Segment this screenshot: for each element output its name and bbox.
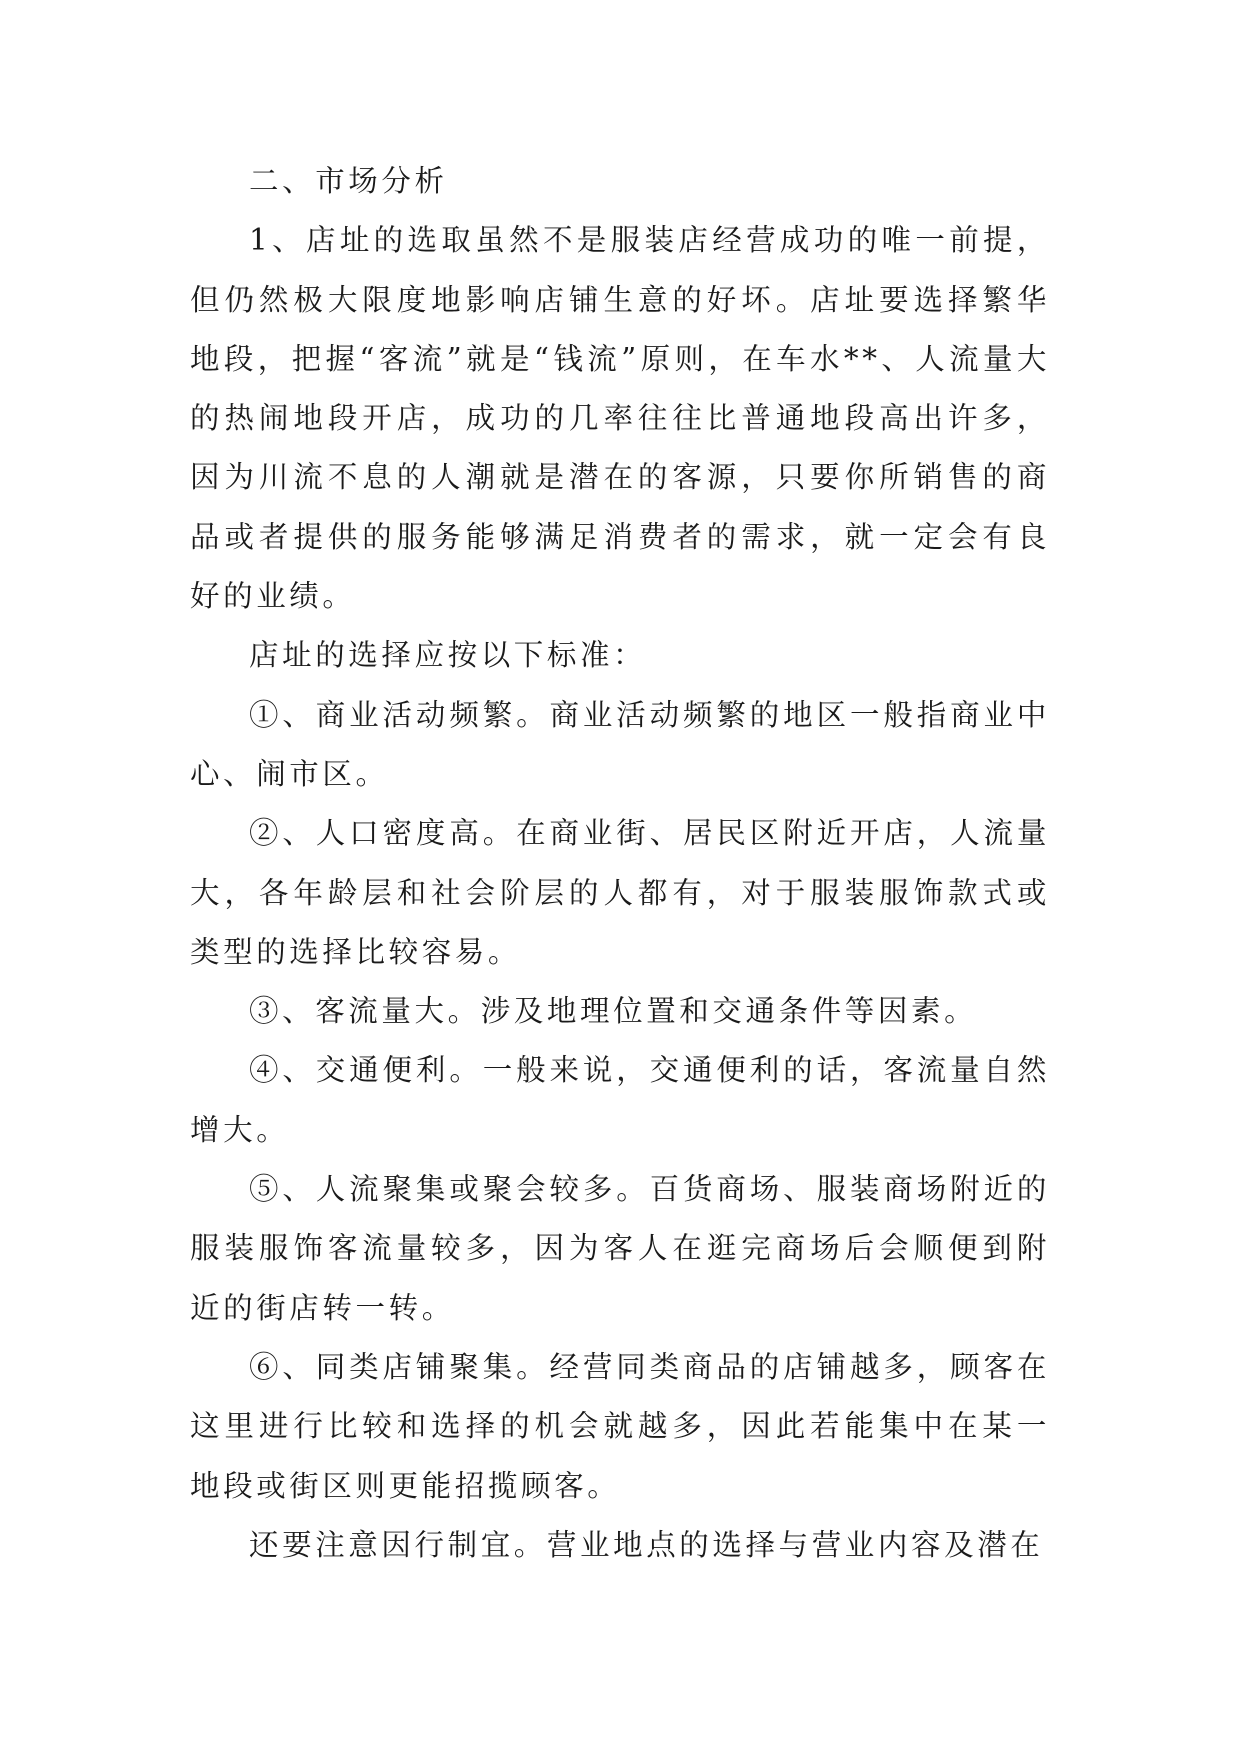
paragraph: 1、店址的选取虽然不是服装店经营成功的唯一前提，但仍然极大限度地影响店铺生意的好坏。店址要选择繁华地段，把握“客流”就是“钱流”原则，在车水**、人流量大的热闹地段开店，成功的几率往往比普通地段高出许多，因为川流不息的人潮就是潜在的客源，只要你所销售的商品或者提供的服务能够满足消费者的需求，就一定会有良好的业绩。 [190,223,1050,614]
list-item: ④、交通便利。一般来说，交通便利的话，客流量自然增大。 [190,1053,1050,1147]
section-heading: 二、市场分析 [249,164,448,198]
list-item: ⑥、同类店铺聚集。经营同类商品的店铺越多，顾客在这里进行比较和选择的机会就越多，因此若能集中在某一地段或街区则更能招揽顾客。 [190,1349,1050,1503]
list-item: ⑤、人流聚集或聚会较多。百货商场、服装商场附近的服装服饰客流量较多，因为客人在逛完商场后会顺便到附近的街店转一转。 [190,1172,1050,1325]
list-item: ③、客流量大。涉及地理位置和交通条件等因素。 [249,994,978,1029]
list-item: ①、商业活动频繁。商业活动频繁的地区一般指商业中心、闹市区。 [190,697,1050,791]
paragraph: 还要注意因行制宜。营业地点的选择与营业内容及潜在 [249,1527,1044,1562]
document-body [190,152,1050,1575]
paragraph: 店址的选择应按以下标准： [249,638,647,673]
list-item: ②、人口密度高。在商业街、居民区附近开店，人流量大，各年龄层和社会阶层的人都有，对于服装服饰款式或类型的选择比较容易。 [190,816,1050,969]
